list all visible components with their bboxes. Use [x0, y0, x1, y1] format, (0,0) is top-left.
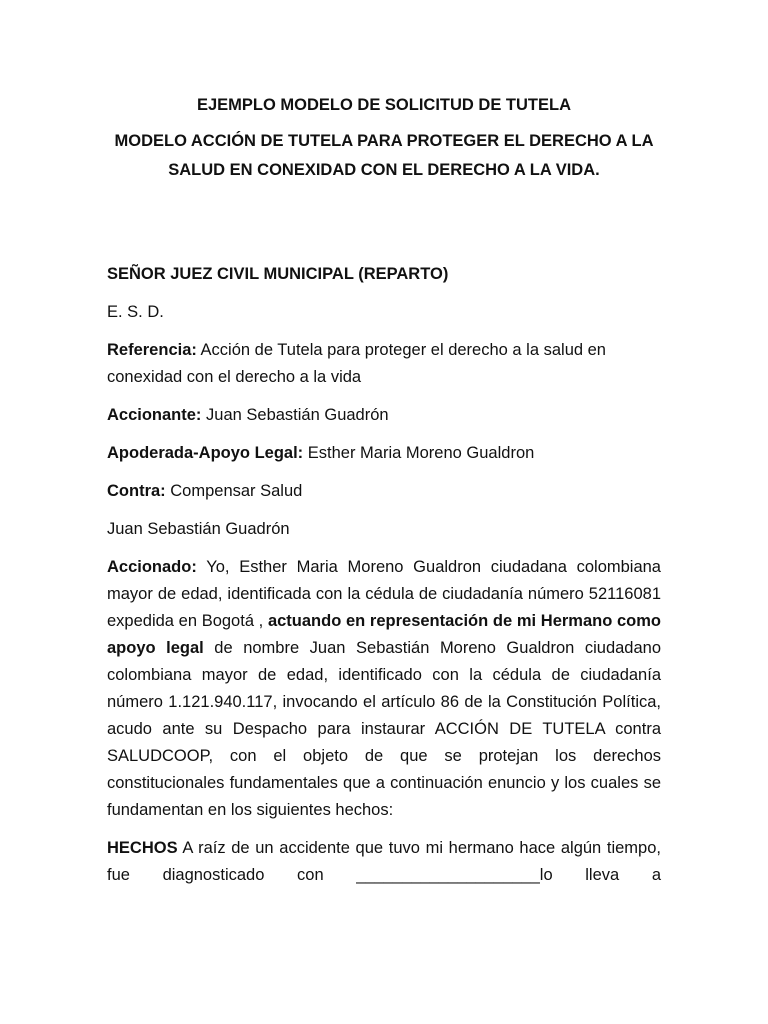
accionante-label: Accionante:	[107, 406, 202, 424]
hechos-text: A raíz de un accidente que tuvo mi hermano hace algún tiempo, fue diagnosticado con ____________________lo lleva a	[107, 839, 661, 884]
esd-line: E. S. D.	[107, 303, 164, 321]
accionado-bold-text: actuando en representación de mi Hermano como apoyo legal	[107, 612, 661, 657]
referencia-line	[107, 337, 661, 391]
contra-text: Compensar Salud	[165, 482, 303, 500]
apoderada-label: Apoderada-Apoyo Legal:	[107, 444, 304, 462]
hechos-label: HECHOS	[107, 839, 178, 857]
apoderada-line	[107, 440, 661, 467]
name-line: Juan Sebastián Guadrón	[107, 520, 290, 538]
document-subtitle: MODELO ACCIÓN DE TUTELA PARA PROTEGER EL DERECHO A LA SALUD EN CONEXIDAD CON EL DERECHO A LA VIDA.	[114, 132, 654, 179]
contra-line	[107, 478, 661, 505]
contra-label: Contra:	[107, 482, 166, 500]
accionante-text: Juan Sebastián Guadrón	[201, 406, 389, 424]
addressee: SEÑOR JUEZ CIVIL MUNICIPAL (REPARTO)	[107, 265, 449, 283]
accionado-paragraph	[107, 554, 661, 824]
accionante-line	[107, 402, 661, 429]
apoderada-text: Esther Maria Moreno Gualdron	[303, 444, 535, 462]
accionado-label: Accionado:	[107, 558, 197, 576]
referencia-text: Acción de Tutela para proteger el derecho a la salud en conexidad con el derecho a la vida	[107, 341, 606, 386]
document-page	[107, 92, 661, 889]
accionado-text-2: de nombre Juan Sebastián Moreno Gualdron ciudadano colombiana mayor de edad, identificado con la cédula de ciudadanía número 1.121.940.117, invocando el artículo 86 de la Constitución Política, acudo ante su Despacho para instaurar ACCIÓN DE TUTELA contra SALUDCOOP, con el objeto de que se protejan los derechos constitucionales fundamentales que a continuación enuncio y los cuales se fundamentan en los siguientes hechos:	[107, 639, 662, 819]
accionado-text-1: Yo, Esther Maria Moreno Gualdron ciudadana colombiana mayor de edad, identificada con la cédula de ciudadanía número 52116081 expedida en Bogotá ,	[107, 558, 661, 630]
document-title: EJEMPLO MODELO DE SOLICITUD DE TUTELA	[196, 96, 571, 114]
referencia-label: Referencia:	[107, 341, 197, 359]
hechos-paragraph	[107, 835, 661, 889]
spacer	[107, 185, 661, 261]
